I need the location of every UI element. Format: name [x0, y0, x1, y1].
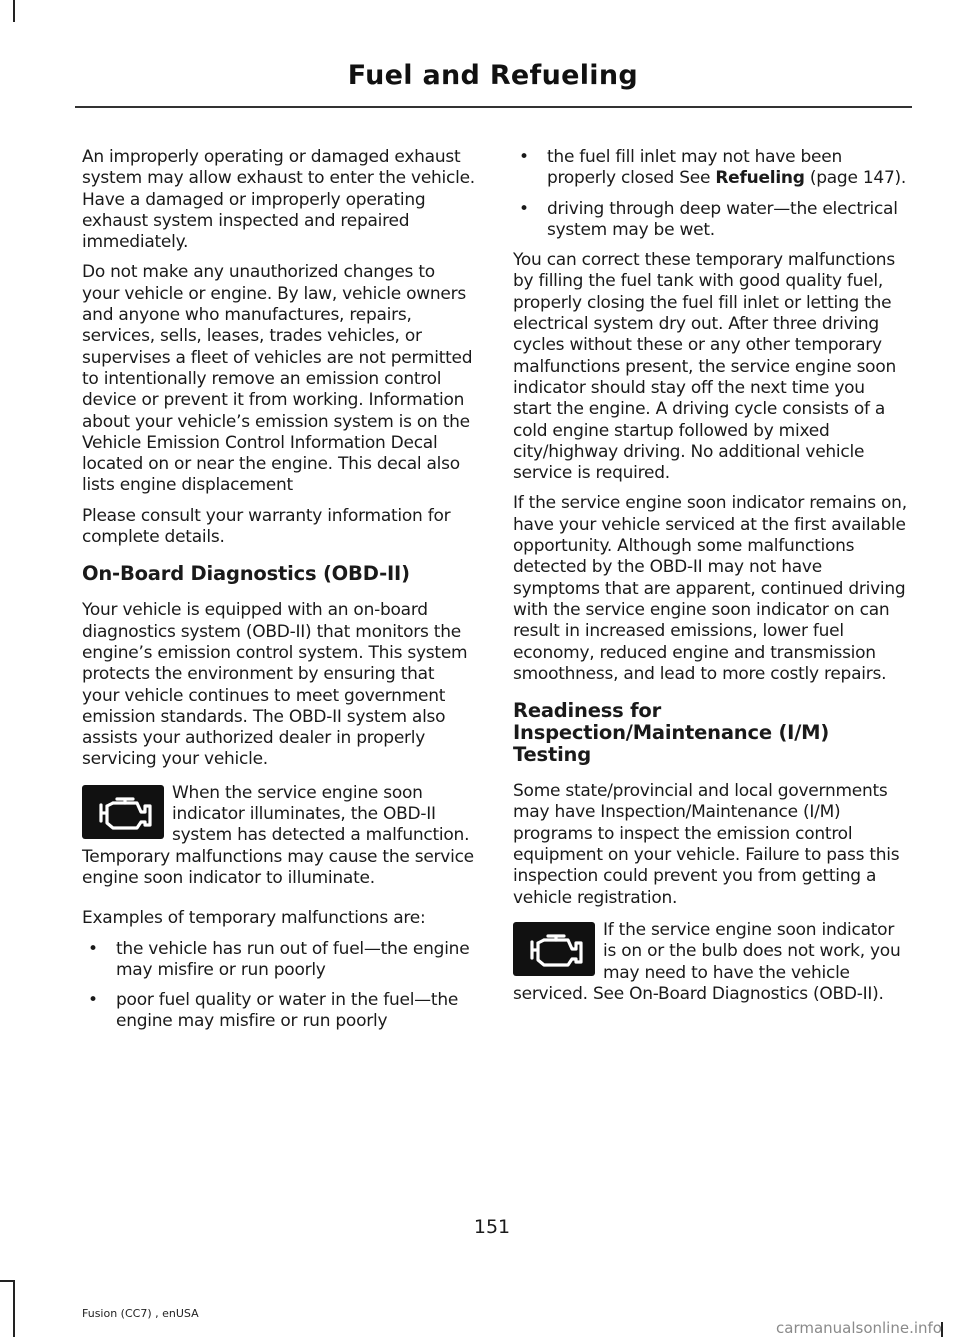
crop-mark-bottom-left-v [13, 1282, 15, 1337]
paragraph-warranty: Please consult your warranty information for complete details. [82, 505, 451, 548]
heading-readiness: Readiness for Inspection/Maintenance (I/M) Testing [513, 699, 830, 767]
bullet-marker: • [88, 990, 98, 1011]
list-item [513, 199, 908, 242]
paragraph-examples: Examples of temporary malfunctions are: [82, 908, 426, 929]
watermark: carmanualsonline.info [776, 1319, 942, 1337]
paragraph-im-programs: Some state/provincial and local governments may have Inspection/Maintenance (I/M) programs to inspect the emission control equipment on your vehicle. Failure to pass this inspection could prevent you from getting a vehicle registration. [513, 781, 900, 908]
paragraph-indicator-remains-on: If the service engine soon indicator remains on, have your vehicle serviced at the first available opportunity. Although some malfunctions detected by the OBD-II may not have symptoms that are apparent, continued driving with the service engine soon indicator on can result in increased emissions, lower fuel economy, reduced engine and transmission smoothness, and lead to more costly repairs. [513, 493, 907, 684]
list-item-text: driving through deep water—the electrical system may be wet. [547, 198, 898, 240]
list-item [513, 147, 908, 190]
right-column [513, 147, 908, 1014]
page-reference: (page 147). [804, 168, 907, 189]
bullet-marker: • [519, 147, 529, 167]
bullet-marker: • [88, 938, 98, 959]
list-item-text: the vehicle has run out of fuel—the engine may misfire or run poorly [116, 938, 470, 980]
list-item-text: poor fuel quality or water in the fuel—the engine may misfire or run poorly [116, 990, 459, 1032]
check-engine-icon [513, 922, 595, 976]
temporary-malfunctions-list [82, 939, 476, 1033]
paragraph-exhaust-warning: An improperly operating or damaged exhaust system may allow exhaust to enter the vehicle. Have a damaged or improperly operating exhaust system inspected and repaired immediately. [82, 147, 475, 253]
header-divider [75, 106, 912, 108]
crop-mark-top-left [13, 0, 15, 22]
bullet-marker: • [519, 198, 529, 219]
paragraph-bulb-not-work: If the service engine soon indicator is on or the bulb does not work, you may need to have the vehicle serviced. See On-Board Diagnostics (OBD-II). [513, 919, 901, 1004]
heading-obd: On-Board Diagnostics (OBD-II) [82, 562, 410, 586]
footer-model-info: Fusion (CC7) , enUSA [82, 1307, 199, 1320]
paragraph-obd-intro: Your vehicle is equipped with an on-board diagnostics system (OBD-II) that monitors the engine’s emission control system. This system protects the environment by ensuring that your vehicle continues to meet government emission standards. The OBD-II system also assists your authorized dealer in properly servicing your vehicle. [82, 600, 468, 770]
paragraph-indicator-illuminates: When the service engine soon indicator illuminates, the OBD-II system has detected a malfunction. Temporary malfunctions may cause the service engine soon indicator to illuminate. [82, 782, 474, 888]
crop-mark-bottom-left-h [0, 1280, 15, 1282]
list-item-text: the fuel fill inlet may not have been properly closed See [547, 147, 842, 189]
engine-indicator-block-2 [513, 920, 908, 1005]
list-item [82, 990, 476, 1033]
list-item [82, 939, 476, 982]
page-number: 151 [473, 1216, 511, 1238]
paragraph-correct-malfunctions: You can correct these temporary malfunctions by filling the fuel tank with good quality fuel, properly closing the fuel fill inlet or letting the electrical system dry out. After three driving cycles without these or any other temporary malfunctions present, the service engine soon indicator should stay off the next time you start the engine. A driving cycle consists of a cold engine startup followed by mixed city/highway driving. No additional vehicle service is required. [513, 250, 897, 484]
section-title: Fuel and Refueling [347, 60, 638, 91]
temporary-malfunctions-list-continued [513, 147, 908, 241]
paragraph-unauthorized-changes: Do not make any unauthorized changes to your vehicle or engine. By law, vehicle owners and anyone who manufactures, repairs, services, sells, leases, trades vehicles, or supervises a fleet of vehicles are not permitted to intentionally remove an emission control device or prevent it from working. Information about your vehicle’s emission system is on the Vehicle Emission Control Information Decal located on or near the engine. This decal also lists engine displacement [82, 262, 473, 496]
engine-icon-graphic [522, 929, 586, 969]
engine-icon-graphic [91, 792, 155, 832]
engine-indicator-block [82, 783, 476, 889]
check-engine-icon [82, 785, 164, 839]
left-column [82, 147, 476, 1042]
refueling-link[interactable]: Refueling [715, 168, 805, 189]
